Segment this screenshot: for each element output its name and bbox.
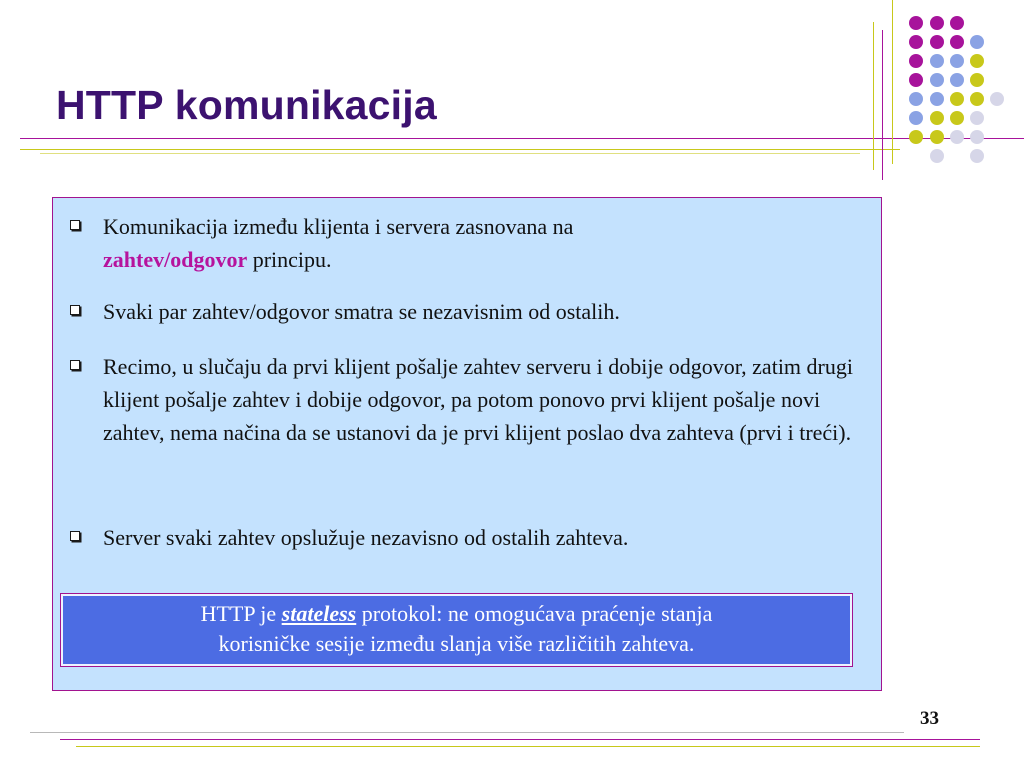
bullet-text-part: Komunikacija između klijenta i servera zasnovana na (103, 214, 574, 239)
title-underline-yellow-2 (40, 153, 860, 154)
bullet-text-part: principu. (252, 247, 332, 272)
decorative-dot (930, 16, 944, 30)
stateless-note-box (60, 593, 853, 667)
decorative-dot (970, 111, 984, 125)
slide-title: HTTP komunikacija (56, 82, 437, 128)
bullet-item (70, 521, 868, 554)
bullet-text: Recimo, u slučaju da prvi klijent pošalje zahtev serveru i dobije odgovor, zatim drugi klijent pošalje zahtev i dobije odgovor, pa potom ponovo prvi klijent pošalje novi zahtev, nema načina da se ustanovi da je prvi klijent poslao dva zahteva (prvi i treći). (103, 354, 853, 445)
decorative-dot (950, 130, 964, 144)
decorative-dot (909, 54, 923, 68)
bullet-text (103, 210, 868, 276)
decorative-dot (909, 73, 923, 87)
decorative-dot (930, 35, 944, 49)
decorative-dot (970, 73, 984, 87)
decorative-dot (970, 54, 984, 68)
decorative-dot (930, 111, 944, 125)
page-number: 33 (920, 708, 939, 729)
footer-line-purple (60, 739, 980, 740)
square-bullet-icon (70, 360, 80, 370)
decorative-dot (930, 92, 944, 106)
square-bullet-icon (70, 531, 80, 541)
corner-line-yellow-2 (892, 0, 893, 164)
decorative-dot (950, 111, 964, 125)
note-line-2: korisničke sesije između slanja više različitih zahteva. (218, 631, 695, 656)
note-line-1-rest: protokol: ne omogućava praćenje stanja (361, 601, 713, 626)
decorative-dot (970, 92, 984, 106)
decorative-dot (950, 35, 964, 49)
decorative-dot (930, 149, 944, 163)
highlighted-term: zahtev/odgovor (103, 247, 248, 272)
bullet-item (70, 350, 868, 449)
corner-line-purple (882, 30, 883, 180)
bullet-text: Svaki par zahtev/odgovor smatra se nezavisnim od ostalih. (103, 299, 620, 324)
decorative-dot (909, 92, 923, 106)
note-emphasis: stateless (281, 601, 357, 626)
note-prefix: HTTP je (200, 601, 277, 626)
decorative-dot (909, 130, 923, 144)
note-line-1 (61, 599, 852, 629)
corner-line-yellow (873, 22, 874, 170)
decorative-dot (950, 16, 964, 30)
decorative-dot (990, 92, 1004, 106)
footer-line-yellow (76, 746, 980, 747)
decorative-dot (909, 111, 923, 125)
decorative-dot (930, 73, 944, 87)
decorative-dot (950, 54, 964, 68)
footer-line-gray (30, 732, 904, 733)
decorative-dot (950, 92, 964, 106)
decorative-dot (970, 35, 984, 49)
decorative-dot (909, 16, 923, 30)
square-bullet-icon (70, 305, 80, 315)
bullet-text: Server svaki zahtev opslužuje nezavisno od ostalih zahteva. (103, 525, 629, 550)
decorative-dot (970, 130, 984, 144)
bullet-item (70, 295, 868, 328)
decorative-dot (950, 73, 964, 87)
decorative-dot (970, 149, 984, 163)
decorative-dot (930, 54, 944, 68)
square-bullet-icon (70, 220, 80, 230)
decorative-dot (930, 130, 944, 144)
decorative-dot (909, 35, 923, 49)
bullet-item (70, 210, 868, 276)
title-underline-yellow (20, 149, 900, 150)
